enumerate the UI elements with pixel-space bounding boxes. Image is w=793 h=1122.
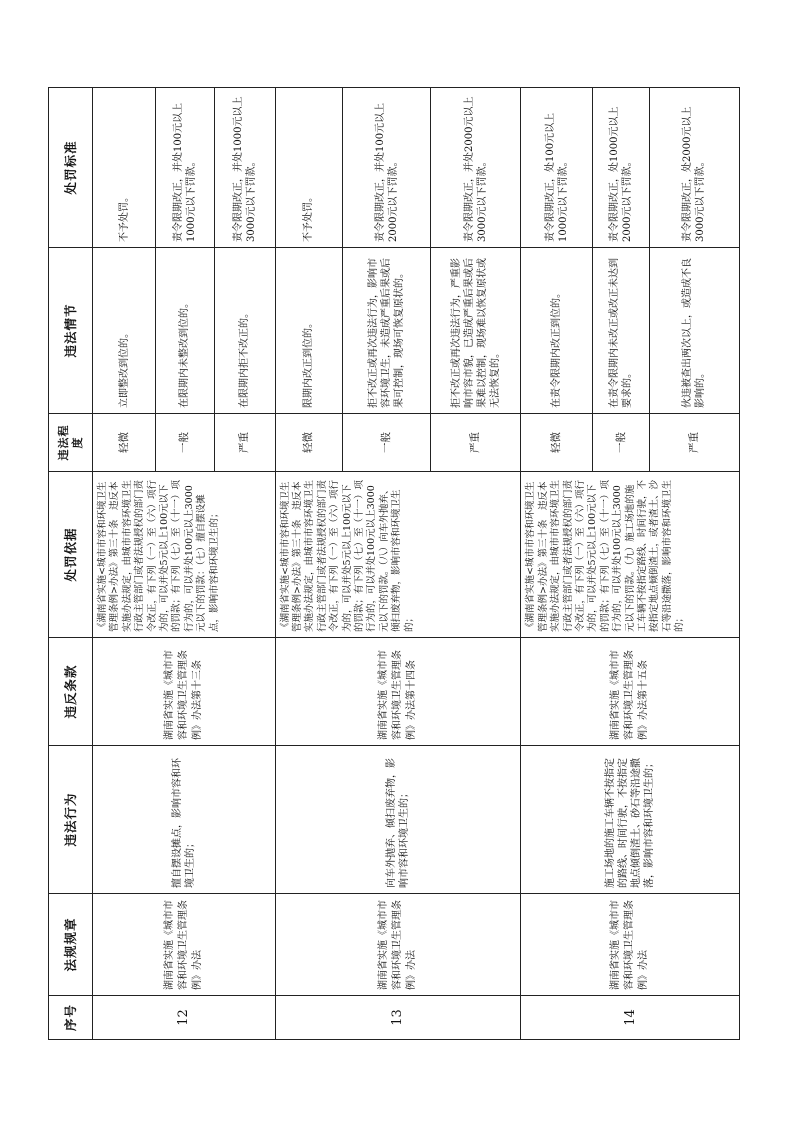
header-standard: 处罚标准: [49, 88, 93, 248]
row-circumstance: 伙违被查出两次以上，或造成不良影响的。: [649, 248, 739, 414]
row-standard: 责令限期改正，并处100元以上2000元以下罚款。: [343, 88, 431, 248]
row-circumstance: 在限期内拒不改正的。: [214, 248, 275, 414]
header-row: [49, 88, 93, 1040]
table-row: [275, 88, 343, 1040]
table-row: [93, 88, 156, 1040]
row-circumstance: 拒不改正或再次违法行为，严重影响市容市貌，已造成严重后果或后果难以控制，现场难以恢复原状或无法恢复的。: [431, 248, 521, 414]
row-standard: 责令限期改正，并处1000元以上3000元以下罚款。: [214, 88, 275, 248]
row-circumstance: 在责令限期内未改正或改正未达到要求的。: [593, 248, 649, 414]
row-degree: 轻微: [275, 414, 343, 472]
table-row: [521, 88, 593, 1040]
row-circumstance: 在责令限期内改正到位的。: [521, 248, 593, 414]
row-article: 湖南省实施《城市市容和环境卫生管理条例》办法第十四条: [275, 638, 521, 746]
row-circumstance: 限期内改正到位的。: [275, 248, 343, 414]
row-standard: 责令限期改正，处100元以上1000元以下罚款。: [521, 88, 593, 248]
row-standard: 不予处罚。: [275, 88, 343, 248]
row-behavior: 向车外抛弃、倾扫废弃物，影响市容和环境卫生的；: [275, 746, 521, 894]
row-seq: 13: [275, 996, 521, 1040]
row-degree: 一般: [156, 414, 215, 472]
row-degree: 一般: [343, 414, 431, 472]
row-basis: 《湖南省实施<城市市容和环境卫生管理条例>办法》第三十条 违反本实施办法规定，由城市市容环境卫生行政主管部门或者法规授权的部门责令改正，有下列（一）至（六）项行为的，可以并处5元以上100元以下的罚款；有下列（七）至（十一）项行为的，可以并处100元以上3000元以下的罚款。（九）施工场地的施工车辆不按指定路线、时间行驶，不按指定地点倾倒渣土，或者渣土、沙石等沿途撒落，影响市容和环境卫生的；: [521, 472, 740, 638]
row-seq: 12: [93, 996, 276, 1040]
row-circumstance: 在限期内未整改到位的。: [156, 248, 215, 414]
row-degree: 严重: [649, 414, 739, 472]
header-seq: 序号: [49, 996, 93, 1040]
row-regulation: 湖南省实施《城市市容和环境卫生管理条例》办法: [93, 894, 276, 996]
row-behavior: 施工场地的施工车辆不按指定的路线、时间行驶，不按指定地点倾倒渣土、砂石等沿途撒落，影响市容和环境卫生的；: [521, 746, 740, 894]
rotated-table-wrapper: [48, 88, 740, 1040]
row-seq: 14: [521, 996, 740, 1040]
header-circumstance: 违法情节: [49, 248, 93, 414]
row-degree: 严重: [214, 414, 275, 472]
row-standard: 责令限期改正，并处2000元以上3000元以下罚款。: [431, 88, 521, 248]
row-basis: 《湖南省实施<城市市容和环境卫生管理条例>办法》第三十条 违反本实施办法规定，由城市市容环境卫生行政主管部门或者法规授权的部门责令改正，有下列（一）至（六）项行为的，可以并处5元以上100元以下的罚款；有下列（七）至（十一）项行为的，可以并处100元以上3000元以下的罚款。（八）向车外抛弃、倾扫废弃物，影响市容和环境卫生的；: [275, 472, 521, 638]
row-circumstance: 立即整改到位的。: [93, 248, 156, 414]
penalty-standard-table: [48, 87, 740, 1040]
header-basis: 处罚依据: [49, 472, 93, 638]
header-regulation: 法规规章: [49, 894, 93, 996]
header-article: 违反条款: [49, 638, 93, 746]
row-standard: 不予处罚。: [93, 88, 156, 248]
row-basis: 《湖南省实施<城市市容和环境卫生管理条例>办法》第三十条 违反本实施办法规定，由城市市容环境卫生行政主管部门或者法规授权的部门责令改正，有下列（一）至（六）项行为的，可以并处5元以上100元以下的罚款；有下列（七）至（十一）项行为的，可以并处100元以上3000元以下的罚款：（七）擅自摆设摊点，影响市容和环境卫生的；: [93, 472, 276, 638]
row-regulation: 湖南省实施《城市市容和环境卫生管理条例》办法: [521, 894, 740, 996]
row-degree: 轻微: [521, 414, 593, 472]
row-regulation: 湖南省实施《城市市容和环境卫生管理条例》办法: [275, 894, 521, 996]
row-circumstance: 拒不改正或再次违法行为，影响市容环境卫生，未造成严重后果或后果可控制，现场可恢复原状的。: [343, 248, 431, 414]
row-standard: 责令限期改正，并处100元以上1000元以下罚款。: [156, 88, 215, 248]
row-standard: 责令限期改正，处1000元以上2000元以下罚款。: [593, 88, 649, 248]
header-degree: 违法程度: [49, 414, 93, 472]
row-article: 湖南省实施《城市市容和环境卫生管理条例》办法第十三条: [93, 638, 276, 746]
row-behavior: 擅自摆设摊点，影响市容和环境卫生的；: [93, 746, 276, 894]
row-article: 湖南省实施《城市市容和环境卫生管理条例》办法第十五条: [521, 638, 740, 746]
row-standard: 责令限期改正，处2000元以上3000元以下罚款。: [649, 88, 739, 248]
header-behavior: 违法行为: [49, 746, 93, 894]
row-degree: 严重: [431, 414, 521, 472]
row-degree: 轻微: [93, 414, 156, 472]
row-degree: 一般: [593, 414, 649, 472]
